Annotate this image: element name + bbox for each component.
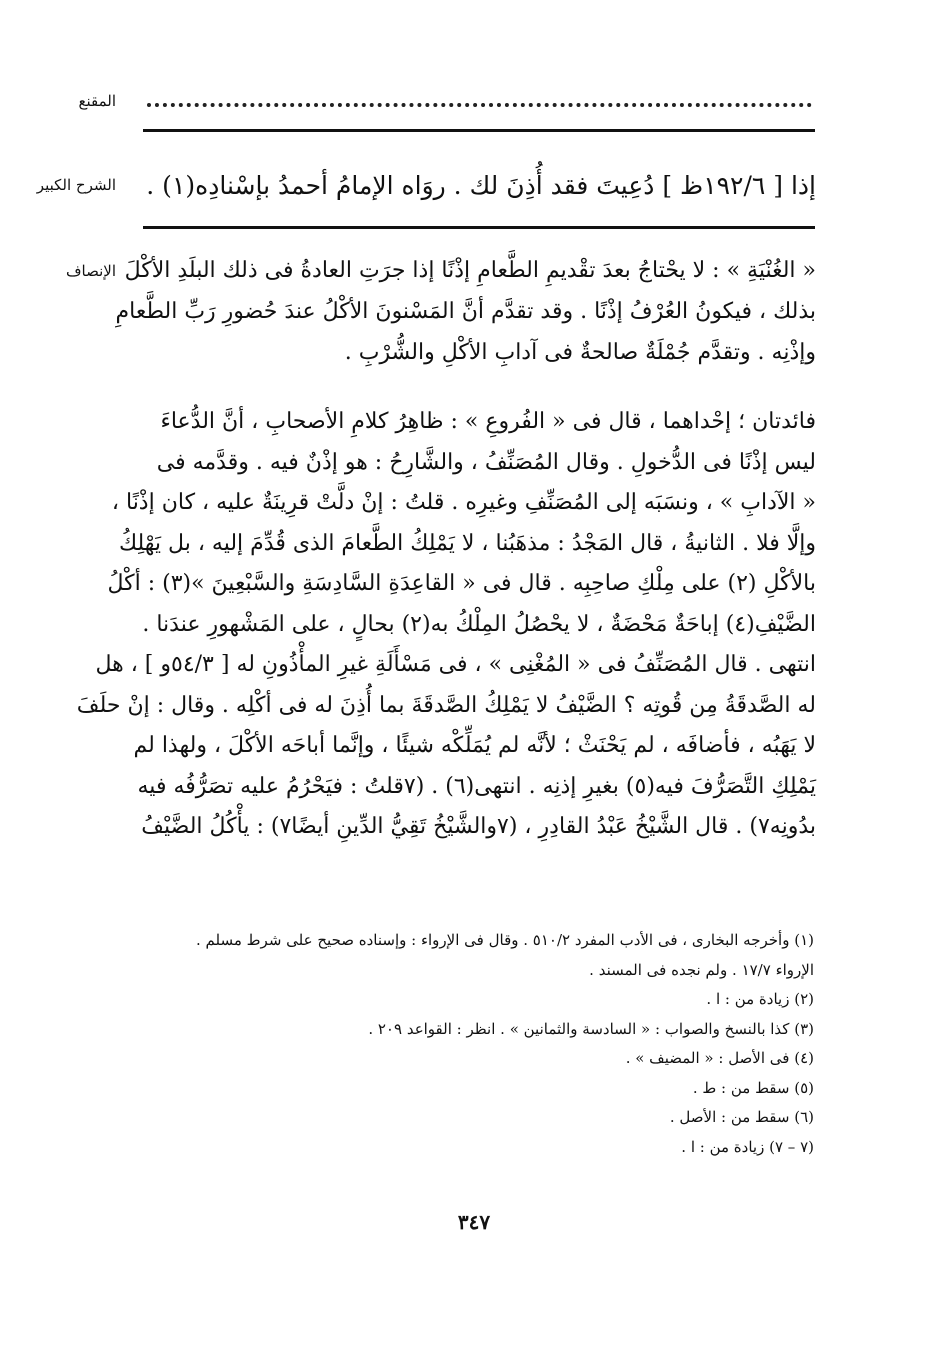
dotted-rule bbox=[147, 103, 812, 107]
sharh-line: إذا [ ١٩٢/٦ظ ] دُعِيتَ فقد أُذِنَ لك . روَاه الإمامُ أحمدُ بإسْنادِه(١) . bbox=[146, 171, 816, 200]
footnote: الإرواء ١٧/٧ . ولم نجده فى المسند . bbox=[589, 960, 814, 979]
margin-label-sharh: الشرح الكبير bbox=[36, 176, 116, 194]
insaf-text-block bbox=[115, 250, 816, 373]
fawaid-line: بدُونِه٧) . قال الشَّيْخُ عَبْدُ القادِرِ ، (٧والشَّيْخُ تَقِيُّ الدِّينِ أيضًا٧) : يأْكُلُ الضَّيْفُ bbox=[141, 814, 816, 839]
fawaid-line: ليس إذْنًا فى الدُّخولِ . وقال المُصَنِّفُ ، والشَّارِحُ : هو إذْنٌ فيه . وقدَّمه فى bbox=[156, 449, 816, 475]
footnote: (٣) كذا بالنسخ والصواب : « السادسة والثمانين » . انظر : القواعد ٢٠٩ . bbox=[368, 1019, 814, 1038]
running-header-title: المقنع bbox=[78, 92, 116, 110]
insaf-line: « الغُنْيَةِ » : لا يحْتاجُ بعدَ تقْديمِ الطَّعامِ إذْنًا إذا جرَتِ العادةُ فى ذلك البلَدِ الأكْلَ bbox=[124, 258, 816, 283]
fawaid-line: يَمْلِكِ التَّصَرُّفَ فيه(٥) بغيرِ إذنِه . انتهى(٦) . (٧قلتُ : فيَحْرُمُ عليه تصَرُّفُه فيه bbox=[137, 773, 816, 799]
footnote: (٢) زيادة من : ا . bbox=[706, 990, 814, 1008]
footnote: (٤) فى الأصل : « المضيف » . bbox=[625, 1049, 814, 1067]
fawaid-line: لا يَهَبُه ، فأضافَه ، لم يَحْنَثْ ؛ لأنَّه لم يُمَلِّكْه شيئًا ، وإنَّما أباحَه الأكْلَ ، ولهذا لم bbox=[133, 733, 816, 758]
sharh-text-block bbox=[140, 160, 816, 212]
fawaid-line: بالأكْلِ (٢) على مِلْكِ صاحِبِه . قال فى « القاعِدَةِ السَّادِسَةِ والسَّبْعِينَ »(٣) : أكْلُ bbox=[107, 571, 816, 596]
fawaid-line: « الآدابِ » ، ونسَبَه إلى المُصَنِّفِ وغيرِه . قلتُ : إنْ دلَّتْ قرِينَةٌ عليه ، كان إذْنًا ، bbox=[111, 490, 816, 515]
fawaid-line: فائدتان ؛ إحْداهما ، قال فى « الفُروعِ » : ظاهِرُ كلامِ الأصحابِ ، أنَّ الدُّعاءَ bbox=[160, 409, 816, 434]
fawaid-line: الضَّيْفِ(٤) إباحَةٌ مَحْضَةٌ ، لا يحْصُلُ المِلْكُ به(٢) بحالٍ ، على المَشْهورِ عندَنا . bbox=[142, 611, 816, 637]
footnote: (١) وأخرجه البخارى ، فى الأدب المفرد ٥١٠/٢ . وقال فى الإرواء : وإسناده صحيح على شرط مسلم . bbox=[196, 931, 814, 949]
footnote: (٧ – ٧) زيادة من : ا . bbox=[681, 1137, 814, 1156]
insaf-line: وإذْنِه . وتقدَّم جُمْلَةٌ صالحةٌ فى آدابِ الأكْلِ والشُّرْبِ . bbox=[344, 340, 816, 365]
footnote: (٦) سقط من : الأصل . bbox=[669, 1108, 814, 1126]
footnotes bbox=[150, 926, 814, 1162]
fawaid-line: انتهى . قال المُصَنِّفُ فى « المُغْنِى » ، فى مَسْأَلَةِ غيرِ المأْذُونِ له [ ٥٤/٣و ] ، هل bbox=[95, 652, 816, 677]
page-number: ٣٤٧ bbox=[457, 1210, 491, 1234]
section-rule bbox=[143, 226, 815, 229]
margin-label-insaf: الإنصاف bbox=[65, 262, 116, 280]
fawaid-text-block bbox=[76, 402, 816, 848]
fawaid-line: له الصَّدقَةُ مِن قُوتِه ؟ الضَّيْفُ لا يَمْلِكُ الصَّدقَةَ بما أُذِنَ له فى أكْلِه . وقال : إنْ حلَفَ bbox=[76, 692, 816, 718]
fawaid-line: وإلَّا فلا . الثانيةُ ، قال المَجْدُ : مذهَبُنا ، لا يَمْلِكُ الطَّعامَ الذى قُدِّمَ إليه ، بل يَهْلِكُ bbox=[118, 530, 816, 556]
insaf-line: بذلك ، فيكونُ العُرْفُ إذْنًا . وقد تقدَّم أنَّ المَسْنونَ الأكْلُ عندَ حُضورِ رَبِّ الطَّعامِ bbox=[115, 299, 816, 324]
top-rule bbox=[143, 129, 815, 132]
footnote: (٥) سقط من : ط . bbox=[692, 1078, 814, 1097]
